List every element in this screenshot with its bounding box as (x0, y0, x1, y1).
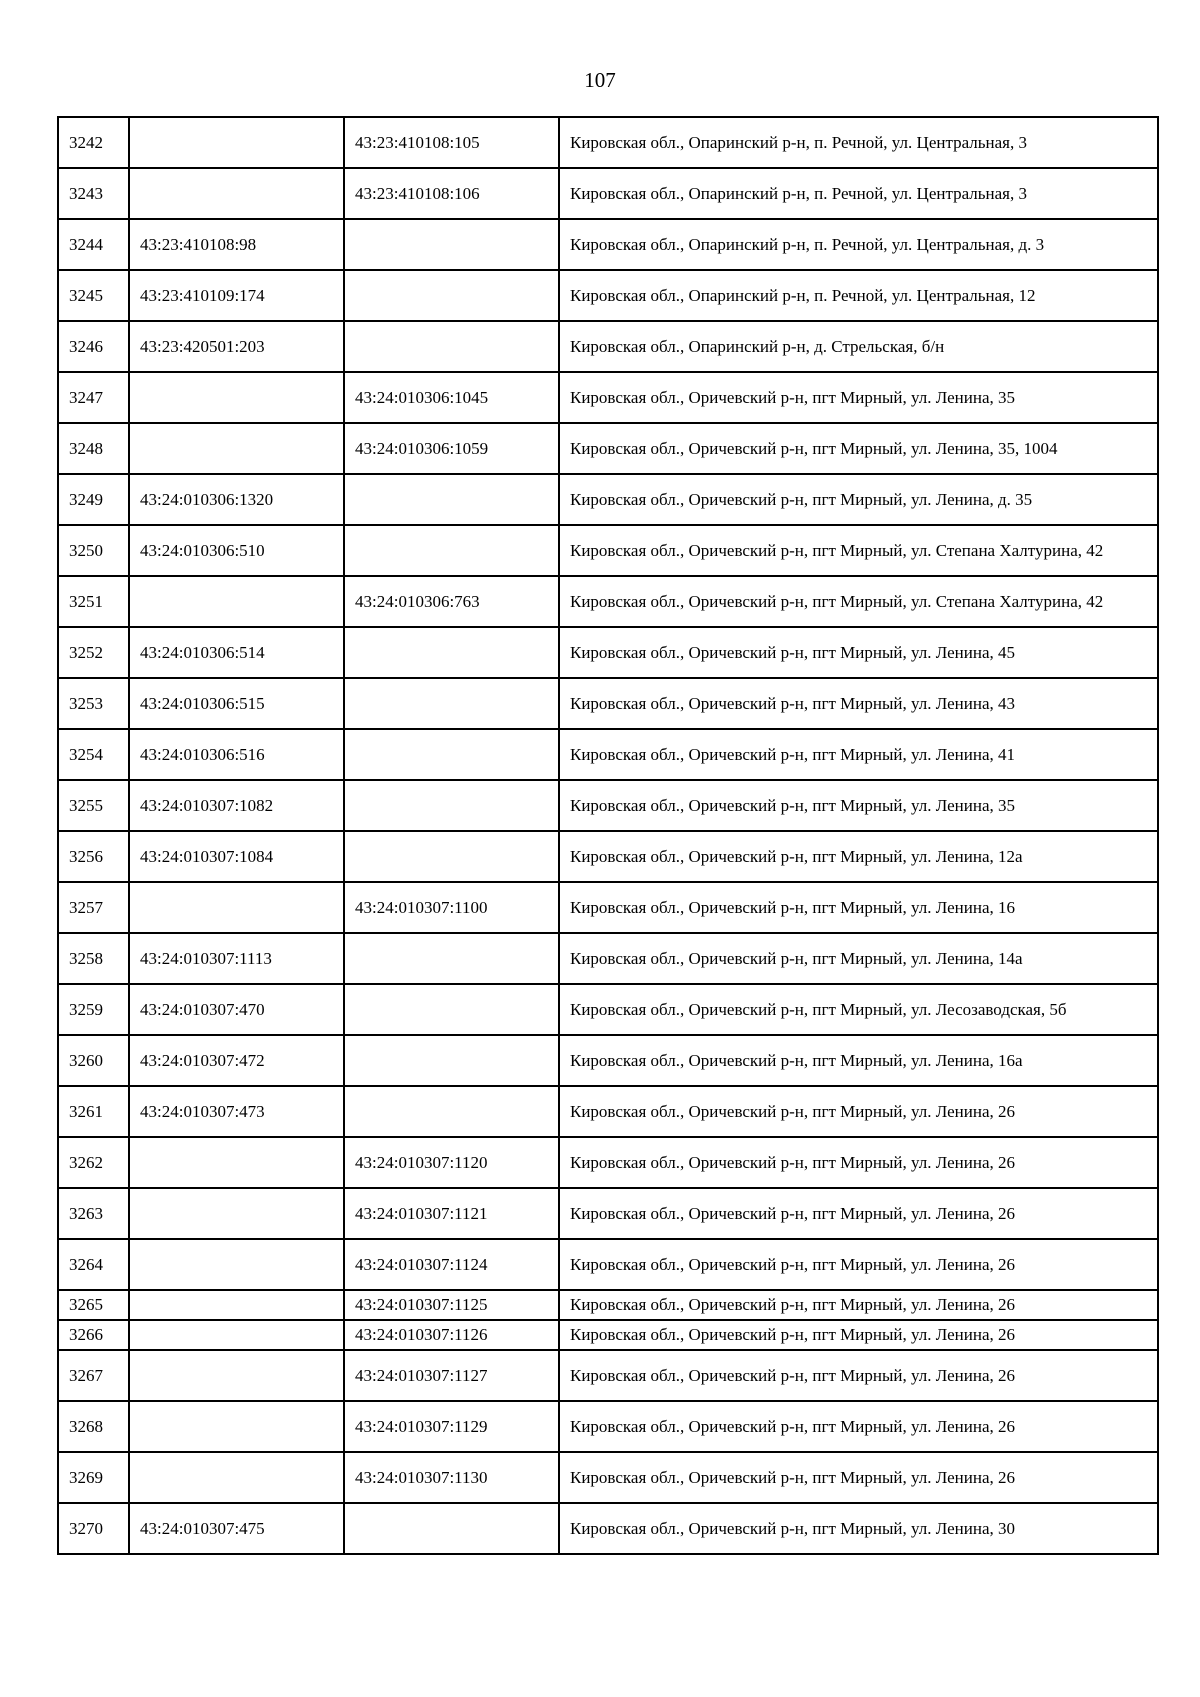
table-row (58, 1086, 1158, 1137)
table-row (58, 270, 1158, 321)
object-cadastral-number-cell (344, 627, 559, 678)
object-cadastral-number-cell (344, 321, 559, 372)
object-cadastral-number-cell (344, 780, 559, 831)
row-number-cell: 3244 (58, 219, 129, 270)
address-cell: Кировская обл., Оричевский р-н, пгт Мирный, ул. Ленина, 26 (559, 1188, 1158, 1239)
row-number-cell: 3251 (58, 576, 129, 627)
row-number-cell: 3252 (58, 627, 129, 678)
row-number-cell: 3246 (58, 321, 129, 372)
row-number-cell: 3263 (58, 1188, 129, 1239)
land-cadastral-number-cell (129, 1290, 344, 1320)
page-number: 107 (584, 68, 616, 92)
land-cadastral-number-cell: 43:24:010307:473 (129, 1086, 344, 1137)
object-cadastral-number-cell (344, 984, 559, 1035)
land-cadastral-number-cell: 43:24:010307:1113 (129, 933, 344, 984)
object-cadastral-number-cell (344, 219, 559, 270)
land-cadastral-number-cell (129, 168, 344, 219)
row-number-cell: 3256 (58, 831, 129, 882)
address-cell: Кировская обл., Оричевский р-н, пгт Мирный, ул. Ленина, 45 (559, 627, 1158, 678)
address-cell: Кировская обл., Оричевский р-н, пгт Мирный, ул. Ленина, 12а (559, 831, 1158, 882)
address-cell: Кировская обл., Оричевский р-н, пгт Мирный, ул. Ленина, 26 (559, 1290, 1158, 1320)
object-cadastral-number-cell (344, 1086, 559, 1137)
table-row (58, 321, 1158, 372)
row-number-cell: 3255 (58, 780, 129, 831)
object-cadastral-number-cell: 43:24:010307:1100 (344, 882, 559, 933)
row-number-cell: 3259 (58, 984, 129, 1035)
table-row (58, 117, 1158, 168)
row-number-cell: 3248 (58, 423, 129, 474)
row-number-cell: 3253 (58, 678, 129, 729)
table-row (58, 729, 1158, 780)
address-cell: Кировская обл., Оричевский р-н, пгт Мирный, ул. Ленина, 26 (559, 1452, 1158, 1503)
table-row (58, 423, 1158, 474)
table-row (58, 1035, 1158, 1086)
table-row (58, 372, 1158, 423)
address-cell: Кировская обл., Опаринский р-н, д. Стрельская, б/н (559, 321, 1158, 372)
land-cadastral-number-cell: 43:23:410108:98 (129, 219, 344, 270)
object-cadastral-number-cell: 43:24:010306:763 (344, 576, 559, 627)
table-row (58, 1320, 1158, 1350)
table-row (58, 1188, 1158, 1239)
address-cell: Кировская обл., Оричевский р-н, пгт Мирный, ул. Ленина, 16 (559, 882, 1158, 933)
row-number-cell: 3262 (58, 1137, 129, 1188)
object-cadastral-number-cell: 43:24:010306:1059 (344, 423, 559, 474)
address-cell: Кировская обл., Оричевский р-н, пгт Мирный, ул. Ленина, 35, 1004 (559, 423, 1158, 474)
object-cadastral-number-cell: 43:23:410108:106 (344, 168, 559, 219)
row-number-cell: 3265 (58, 1290, 129, 1320)
land-cadastral-number-cell (129, 1239, 344, 1290)
row-number-cell: 3247 (58, 372, 129, 423)
address-cell: Кировская обл., Оричевский р-н, пгт Мирный, ул. Ленина, 16а (559, 1035, 1158, 1086)
table-row (58, 780, 1158, 831)
address-cell: Кировская обл., Оричевский р-н, пгт Мирный, ул. Ленина, 41 (559, 729, 1158, 780)
address-cell: Кировская обл., Оричевский р-н, пгт Мирный, ул. Ленина, 30 (559, 1503, 1158, 1554)
land-cadastral-number-cell: 43:24:010307:475 (129, 1503, 344, 1554)
object-cadastral-number-cell (344, 678, 559, 729)
row-number-cell: 3267 (58, 1350, 129, 1401)
object-cadastral-number-cell: 43:24:010307:1130 (344, 1452, 559, 1503)
land-cadastral-number-cell: 43:24:010306:1320 (129, 474, 344, 525)
land-cadastral-number-cell (129, 576, 344, 627)
land-cadastral-number-cell: 43:23:410109:174 (129, 270, 344, 321)
address-cell: Кировская обл., Оричевский р-н, пгт Мирный, ул. Лесозаводская, 5б (559, 984, 1158, 1035)
object-cadastral-number-cell (344, 831, 559, 882)
table-row (58, 1503, 1158, 1554)
object-cadastral-number-cell: 43:24:010307:1126 (344, 1320, 559, 1350)
object-cadastral-number-cell (344, 525, 559, 576)
row-number-cell: 3254 (58, 729, 129, 780)
land-cadastral-number-cell (129, 372, 344, 423)
table-row (58, 831, 1158, 882)
address-cell: Кировская обл., Опаринский р-н, п. Речной, ул. Центральная, 3 (559, 168, 1158, 219)
address-cell: Кировская обл., Оричевский р-н, пгт Мирный, ул. Степана Халтурина, 42 (559, 576, 1158, 627)
object-cadastral-number-cell (344, 1035, 559, 1086)
land-cadastral-number-cell: 43:24:010307:1084 (129, 831, 344, 882)
object-cadastral-number-cell (344, 933, 559, 984)
row-number-cell: 3270 (58, 1503, 129, 1554)
address-cell: Кировская обл., Оричевский р-н, пгт Мирный, ул. Ленина, 26 (559, 1239, 1158, 1290)
address-cell: Кировская обл., Оричевский р-н, пгт Мирный, ул. Ленина, 35 (559, 780, 1158, 831)
row-number-cell: 3258 (58, 933, 129, 984)
land-cadastral-number-cell (129, 1452, 344, 1503)
address-cell: Кировская обл., Оричевский р-н, пгт Мирный, ул. Ленина, д. 35 (559, 474, 1158, 525)
table-row (58, 576, 1158, 627)
object-cadastral-number-cell: 43:24:010306:1045 (344, 372, 559, 423)
address-cell: Кировская обл., Оричевский р-н, пгт Мирный, ул. Ленина, 35 (559, 372, 1158, 423)
table-row (58, 219, 1158, 270)
table-row (58, 1452, 1158, 1503)
row-number-cell: 3242 (58, 117, 129, 168)
row-number-cell: 3243 (58, 168, 129, 219)
land-cadastral-number-cell (129, 1320, 344, 1350)
table-row (58, 678, 1158, 729)
object-cadastral-number-cell: 43:23:410108:105 (344, 117, 559, 168)
table-row (58, 882, 1158, 933)
table-row (58, 1350, 1158, 1401)
land-cadastral-number-cell: 43:24:010306:515 (129, 678, 344, 729)
land-cadastral-number-cell (129, 1401, 344, 1452)
address-cell: Кировская обл., Опаринский р-н, п. Речной, ул. Центральная, 3 (559, 117, 1158, 168)
table-row (58, 1401, 1158, 1452)
object-cadastral-number-cell: 43:24:010307:1125 (344, 1290, 559, 1320)
object-cadastral-number-cell: 43:24:010307:1127 (344, 1350, 559, 1401)
row-number-cell: 3264 (58, 1239, 129, 1290)
land-cadastral-number-cell (129, 423, 344, 474)
row-number-cell: 3245 (58, 270, 129, 321)
land-cadastral-number-cell: 43:24:010306:516 (129, 729, 344, 780)
address-cell: Кировская обл., Опаринский р-н, п. Речной, ул. Центральная, д. 3 (559, 219, 1158, 270)
table-row (58, 1290, 1158, 1320)
address-cell: Кировская обл., Оричевский р-н, пгт Мирный, ул. Ленина, 26 (559, 1401, 1158, 1452)
table-row (58, 1137, 1158, 1188)
row-number-cell: 3268 (58, 1401, 129, 1452)
address-cell: Кировская обл., Оричевский р-н, пгт Мирный, ул. Ленина, 43 (559, 678, 1158, 729)
table-row (58, 525, 1158, 576)
object-cadastral-number-cell (344, 729, 559, 780)
land-cadastral-number-cell (129, 1350, 344, 1401)
land-cadastral-number-cell: 43:24:010307:472 (129, 1035, 344, 1086)
table-row (58, 933, 1158, 984)
land-cadastral-number-cell: 43:24:010307:1082 (129, 780, 344, 831)
address-cell: Кировская обл., Оричевский р-н, пгт Мирный, ул. Ленина, 26 (559, 1137, 1158, 1188)
object-cadastral-number-cell (344, 270, 559, 321)
row-number-cell: 3249 (58, 474, 129, 525)
row-number-cell: 3257 (58, 882, 129, 933)
row-number-cell: 3260 (58, 1035, 129, 1086)
land-cadastral-number-cell: 43:23:420501:203 (129, 321, 344, 372)
address-cell: Кировская обл., Оричевский р-н, пгт Мирный, ул. Ленина, 26 (559, 1086, 1158, 1137)
object-cadastral-number-cell: 43:24:010307:1121 (344, 1188, 559, 1239)
address-cell: Кировская обл., Оричевский р-н, пгт Мирный, ул. Ленина, 26 (559, 1320, 1158, 1350)
registry-table-body (58, 117, 1158, 1554)
object-cadastral-number-cell: 43:24:010307:1124 (344, 1239, 559, 1290)
land-cadastral-number-cell: 43:24:010306:510 (129, 525, 344, 576)
land-cadastral-number-cell (129, 1137, 344, 1188)
land-cadastral-number-cell (129, 117, 344, 168)
land-cadastral-number-cell: 43:24:010307:470 (129, 984, 344, 1035)
row-number-cell: 3261 (58, 1086, 129, 1137)
property-registry-table (57, 116, 1159, 1555)
address-cell: Кировская обл., Оричевский р-н, пгт Мирный, ул. Ленина, 14а (559, 933, 1158, 984)
address-cell: Кировская обл., Оричевский р-н, пгт Мирный, ул. Степана Халтурина, 42 (559, 525, 1158, 576)
land-cadastral-number-cell (129, 1188, 344, 1239)
table-row (58, 474, 1158, 525)
table-row (58, 168, 1158, 219)
address-cell: Кировская обл., Опаринский р-н, п. Речной, ул. Центральная, 12 (559, 270, 1158, 321)
object-cadastral-number-cell: 43:24:010307:1120 (344, 1137, 559, 1188)
object-cadastral-number-cell: 43:24:010307:1129 (344, 1401, 559, 1452)
object-cadastral-number-cell (344, 474, 559, 525)
table-row (58, 984, 1158, 1035)
table-row (58, 627, 1158, 678)
object-cadastral-number-cell (344, 1503, 559, 1554)
address-cell: Кировская обл., Оричевский р-н, пгт Мирный, ул. Ленина, 26 (559, 1350, 1158, 1401)
row-number-cell: 3250 (58, 525, 129, 576)
table-row (58, 1239, 1158, 1290)
land-cadastral-number-cell (129, 882, 344, 933)
land-cadastral-number-cell: 43:24:010306:514 (129, 627, 344, 678)
row-number-cell: 3269 (58, 1452, 129, 1503)
row-number-cell: 3266 (58, 1320, 129, 1350)
